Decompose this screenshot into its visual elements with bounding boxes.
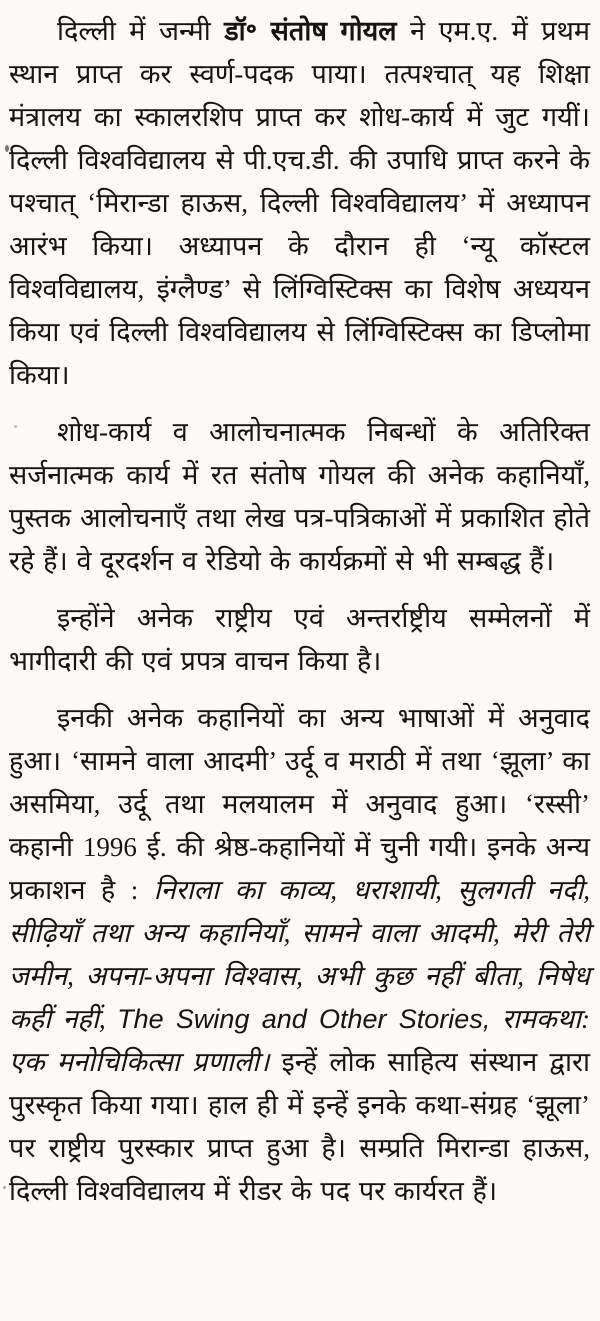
biography-text [9, 10, 590, 1213]
publication-titles-hindi: रामकथा: एक मनोचिकित्सा प्रणाली। [9, 1004, 590, 1077]
text-segment: ने एम.ए. में प्रथम स्थान प्राप्त कर स्वर्ण-पदक पाया। तत्पश्चात् यह शिक्षा मंत्रालय का स्कालरशिप प्राप्त कर शोध-कार्य में जुट गयीं। दिल्ली विश्वविद्यालय से पी.एच.डी. की उपाधि प्राप्त करने के पश्चात् ‘मिरान्डा हाऊस, दिल्ली विश्वविद्यालय’ में अध्यापन आरंभ किया। अध्यापन के दौरान ही ‘न्यू कॉस्टल विश्वविद्यालय, इंग्लैण्ड’ से लिंग्विस्टिक्स का विशेष अध्ययन किया एवं दिल्ली विश्वविद्यालय से लिंग्विस्टिक्स का डिप्लोमा किया। [9, 16, 591, 390]
paragraph-translations-awards [9, 697, 590, 1213]
scan-speck [14, 425, 17, 428]
text-segment: दिल्ली में जन्मी [57, 16, 225, 46]
paragraph-conferences [9, 597, 590, 683]
scan-speck [5, 145, 9, 152]
publication-titles-hindi: निराला का काव्य, धराशायी, सुलगती नदी, सीढ़ियाँ तथा अन्य कहानियाँ, सामने वाला आदमी, मेरी तेरी जमीन, अपना-अपना विश्वास, अभी कुछ नहीं बीता, निषेध कहीं नहीं, [9, 875, 590, 1034]
paragraph-birth-education [9, 10, 590, 397]
scan-speck [3, 1186, 6, 1189]
text-segment: इन्होंने अनेक राष्ट्रीय एवं अन्तर्राष्ट्रीय सम्मेलनों में भागीदारी की एवं प्रपत्र वाचन किया है। [9, 603, 590, 676]
author-name-bold: डॉ॰ संतोष गोयल [224, 16, 397, 46]
paragraph-research-writing [9, 411, 590, 583]
text-segment: इनकी अनेक कहानियों का अन्य भाषाओं में अनुवाद हुआ। ‘सामने वाला आदमी’ उर्दू व मराठी में तथा ‘झूला’ का असमिया, उर्दू तथा मलयालम में अनुवाद हुआ। ‘रस्सी’ कहानी 1996 ई. की श्रेष्ठ-कहानियों में चुनी गयी। इनके अन्य प्रकाशन है : [9, 703, 590, 905]
publication-title-english: The Swing and Other Stories, [117, 1004, 491, 1034]
text-segment: शोध-कार्य व आलोचनात्मक निबन्धों के अतिरिक्त सर्जनात्मक कार्य में रत संतोष गोयल की अनेक कहानियाँ, पुस्तक आलोचनाएँ तथा लेख पत्र-पत्रिकाओं में प्रकाशित होते रहे हैं। वे दूरदर्शन व रेडियो के कार्यक्रमों से भी सम्बद्ध हैं। [9, 417, 590, 576]
text-segment: इन्हें लोक साहित्य संस्थान द्वारा पुरस्कृत किया गया। हाल ही में इन्हें इनके कथा-संग्रह ‘झूला’ पर राष्ट्रीय पुरस्कार प्राप्त हुआ है। सम्प्रति मिरान्डा हाऊस, दिल्ली विश्वविद्यालय में रीडर के पद पर कार्यरत हैं। [9, 1047, 590, 1206]
